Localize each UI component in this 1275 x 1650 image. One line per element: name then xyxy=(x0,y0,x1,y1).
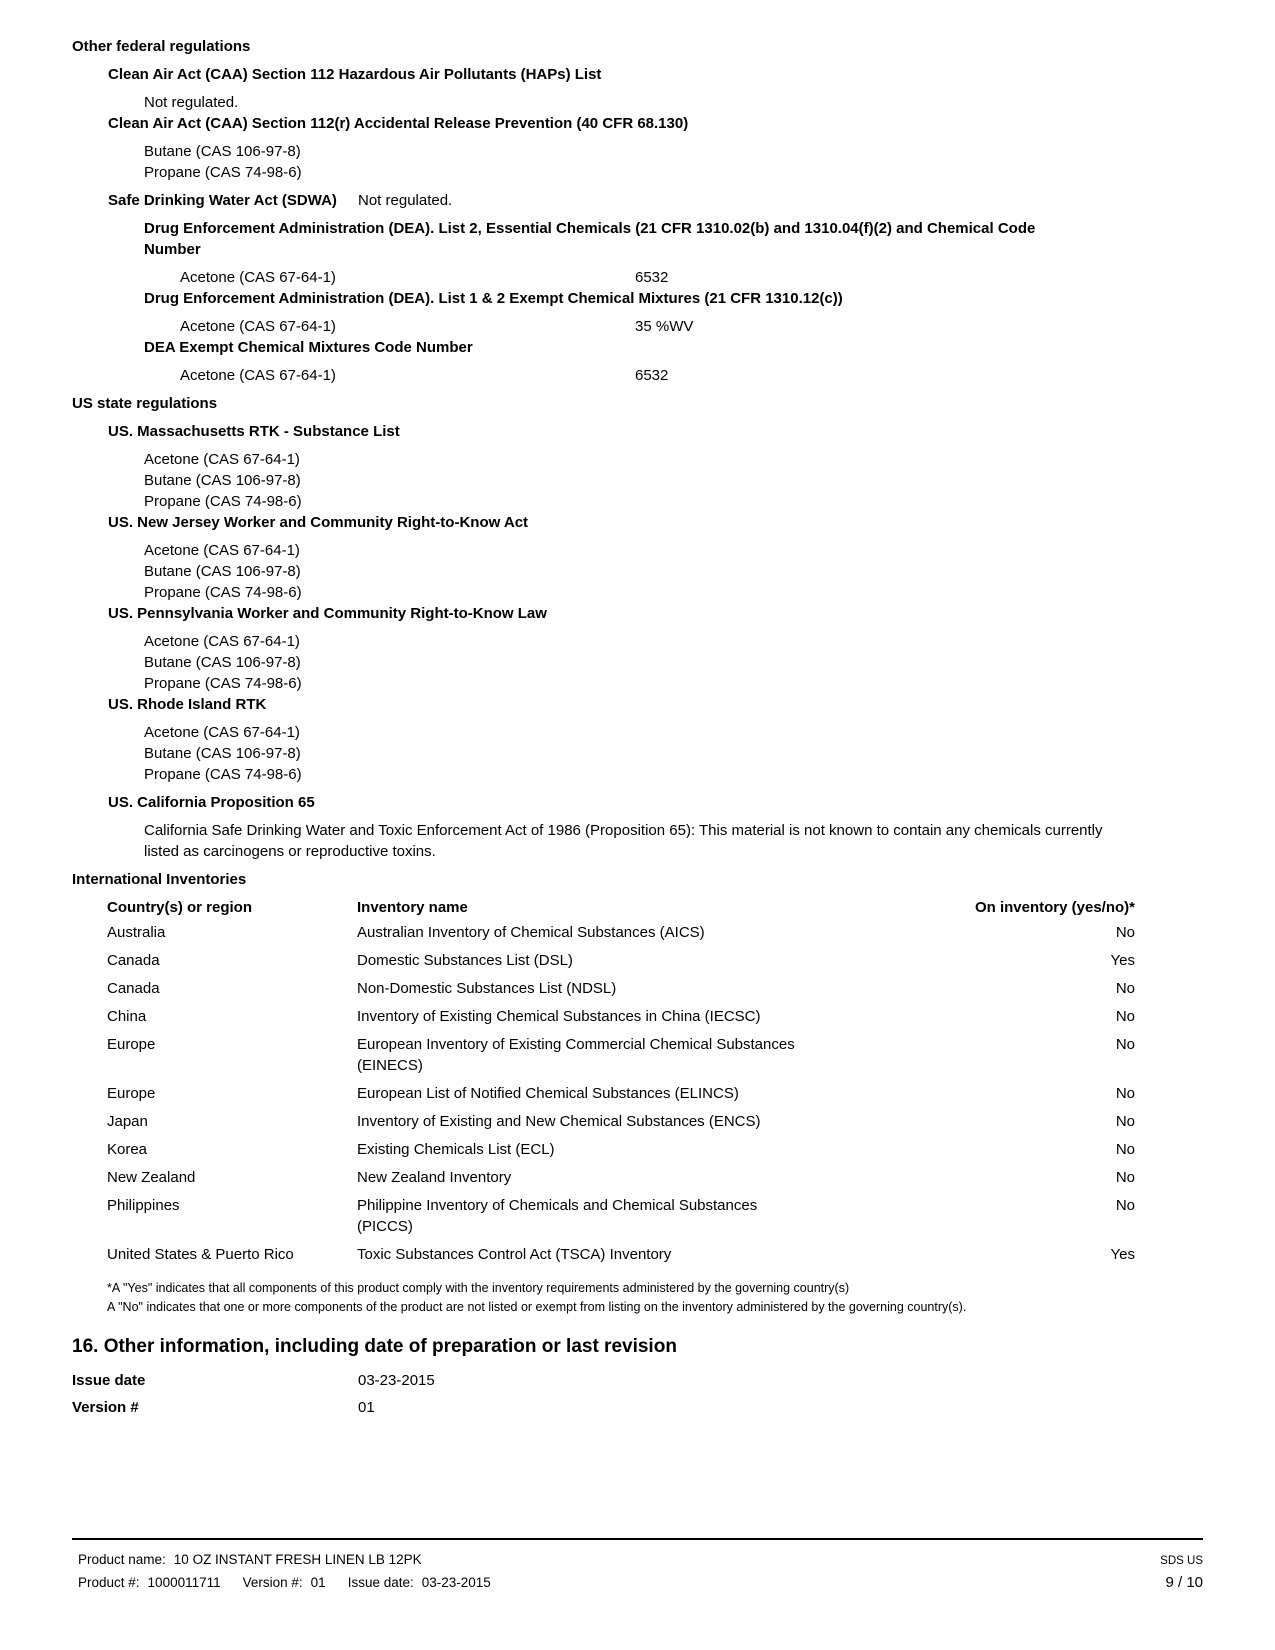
footer-version-label: Version #: xyxy=(242,1575,303,1590)
country-cell: Canada xyxy=(107,952,160,969)
page-footer xyxy=(72,1538,1203,1594)
dea-list2-row xyxy=(180,267,1203,288)
chemical-item: Propane (CAS 74-98-6) xyxy=(144,164,302,181)
inventory-name-cell: Toxic Substances Control Act (TSCA) Inventory xyxy=(357,1246,672,1263)
chemical-item: Butane (CAS 106-97-8) xyxy=(144,654,301,671)
state-list-heading-rhode-island: US. Rhode Island RTK xyxy=(108,696,267,713)
status-cell: No xyxy=(1115,924,1135,941)
product-name-label: Product name: xyxy=(78,1552,166,1567)
product-number-value: 1000011711 xyxy=(147,1575,221,1590)
footer-issue-date-value: 03-23-2015 xyxy=(421,1575,491,1590)
chemical-item: Acetone (CAS 67-64-1) xyxy=(144,724,300,741)
sdwa-value: Not regulated. xyxy=(358,192,453,209)
table-row xyxy=(107,1034,1135,1076)
status-cell: No xyxy=(1115,1169,1135,1186)
country-cell: Korea xyxy=(107,1141,148,1158)
dea-code-number-heading: DEA Exempt Chemical Mixtures Code Number xyxy=(144,339,473,356)
country-cell: New Zealand xyxy=(107,1169,196,1186)
chemical-item: Propane (CAS 74-98-6) xyxy=(144,675,302,692)
inventory-name-cell: Inventory of Existing and New Chemical Substances (ENCS) xyxy=(357,1113,761,1130)
country-cell: Australia xyxy=(107,924,166,941)
inventory-table xyxy=(107,897,1135,1265)
dea-exempt-row xyxy=(180,316,1203,337)
status-cell: Yes xyxy=(1110,952,1135,969)
status-cell: No xyxy=(1115,1085,1135,1102)
status-cell: No xyxy=(1115,980,1135,997)
chemical-item: Acetone (CAS 67-64-1) xyxy=(144,542,300,559)
caa-haps-heading: Clean Air Act (CAA) Section 112 Hazardous Air Pollutants (HAPs) List xyxy=(108,66,602,83)
issue-date-row xyxy=(72,1370,1203,1391)
footer-version-value: 01 xyxy=(310,1575,326,1590)
country-cell: Philippines xyxy=(107,1197,180,1214)
chemical-item: Butane (CAS 106-97-8) xyxy=(144,563,301,580)
chemical-item: Propane (CAS 74-98-6) xyxy=(144,584,302,601)
chemical-item: Acetone (CAS 67-64-1) xyxy=(180,367,336,384)
issue-date-value: 03-23-2015 xyxy=(358,1372,435,1389)
other-federal-regulations-heading: Other federal regulations xyxy=(72,38,251,55)
international-inventories-heading: International Inventories xyxy=(72,871,247,888)
chemical-item: Butane (CAS 106-97-8) xyxy=(144,745,301,762)
table-row xyxy=(107,922,1135,943)
state-list-heading-new-jersey: US. New Jersey Worker and Community Right-to-Know Act xyxy=(108,514,529,531)
chemical-item: Acetone (CAS 67-64-1) xyxy=(180,269,336,286)
column-header-on-inventory: On inventory (yes/no)* xyxy=(974,899,1135,916)
issue-date-label: Issue date xyxy=(72,1372,146,1389)
chemical-item: Acetone (CAS 67-64-1) xyxy=(144,633,300,650)
chemical-item: Butane (CAS 106-97-8) xyxy=(144,472,301,489)
country-cell: Europe xyxy=(107,1036,156,1053)
status-cell: No xyxy=(1115,1036,1135,1053)
table-row xyxy=(107,1006,1135,1027)
country-cell: China xyxy=(107,1008,147,1025)
footnote-yes-text: *A "Yes" indicates that all components of this product comply with the inventory requirements administered by the governing country(s) xyxy=(107,1281,850,1295)
inventory-name-cell: European List of Notified Chemical Substances (ELINCS) xyxy=(357,1085,739,1102)
chemical-item: Propane (CAS 74-98-6) xyxy=(144,493,302,510)
chemical-code-value: 6532 xyxy=(635,269,669,286)
table-row xyxy=(107,1244,1135,1265)
state-list-heading-massachusetts: US. Massachusetts RTK - Substance List xyxy=(108,423,400,440)
dea-code-row xyxy=(180,365,1203,386)
table-row xyxy=(107,1083,1135,1104)
us-state-regulations-heading: US state regulations xyxy=(72,395,218,412)
version-value: 01 xyxy=(358,1399,375,1416)
california-prop65-heading: US. California Proposition 65 xyxy=(108,794,315,811)
table-row xyxy=(107,1139,1135,1160)
dea-exempt-mixtures-heading: Drug Enforcement Administration (DEA). List 1 & 2 Exempt Chemical Mixtures (21 CFR 1310.12(c)) xyxy=(144,290,843,307)
inventory-name-cell: European Inventory of Existing Commercial Chemical Substances (EINECS) xyxy=(357,1036,795,1074)
chemical-item: Acetone (CAS 67-64-1) xyxy=(180,318,336,335)
inventory-table-header xyxy=(107,897,1135,918)
footer-product-meta xyxy=(78,1572,499,1594)
footer-row-product-meta xyxy=(72,1572,1203,1594)
status-cell: No xyxy=(1115,1008,1135,1025)
page-number: 9 / 10 xyxy=(1165,1574,1203,1591)
product-name-value: 10 OZ INSTANT FRESH LINEN LB 12PK xyxy=(173,1552,422,1567)
column-header-country: Country(s) or region xyxy=(107,899,252,916)
section-16-heading: 16. Other information, including date of preparation or last revision xyxy=(72,1336,677,1357)
sdwa-row xyxy=(108,190,1203,211)
status-cell: No xyxy=(1115,1197,1135,1214)
footnote-no-text: A "No" indicates that one or more components of the product are not listed or exempt from listing on the inventory administered by the governing country(s). xyxy=(107,1299,967,1314)
sds-region-label: SDS US xyxy=(1160,1555,1203,1567)
table-row xyxy=(107,1167,1135,1188)
footer-issue-date-label: Issue date: xyxy=(347,1575,414,1590)
country-cell: Europe xyxy=(107,1085,156,1102)
country-cell: Japan xyxy=(107,1113,148,1130)
status-cell: Yes xyxy=(1110,1246,1135,1263)
status-cell: No xyxy=(1115,1141,1135,1158)
chemical-item: Propane (CAS 74-98-6) xyxy=(144,766,302,783)
country-cell: United States & Puerto Rico xyxy=(107,1246,294,1263)
footer-row-product-name xyxy=(72,1549,1203,1572)
table-row xyxy=(107,978,1135,999)
status-cell: No xyxy=(1115,1113,1135,1130)
table-row xyxy=(107,1111,1135,1132)
chemical-concentration-value: 35 %WV xyxy=(635,318,694,335)
footer-product-name xyxy=(78,1549,430,1571)
table-row xyxy=(107,950,1135,971)
inventory-name-cell: Existing Chemicals List (ECL) xyxy=(357,1141,555,1158)
caa-haps-value: Not regulated. xyxy=(144,94,239,111)
inventory-name-cell: Australian Inventory of Chemical Substances (AICS) xyxy=(357,924,705,941)
country-cell: Canada xyxy=(107,980,160,997)
inventory-name-cell: Philippine Inventory of Chemicals and Chemical Substances (PICCS) xyxy=(357,1197,758,1235)
chemical-item: Acetone (CAS 67-64-1) xyxy=(144,451,300,468)
table-row xyxy=(107,1195,1135,1237)
inventory-name-cell: New Zealand Inventory xyxy=(357,1169,512,1186)
caa-arp-heading: Clean Air Act (CAA) Section 112(r) Accidental Release Prevention (40 CFR 68.130) xyxy=(108,115,689,132)
california-prop65-text: California Safe Drinking Water and Toxic Enforcement Act of 1986 (Proposition 65): This material is not known to contain any chemicals currently listed as carcinogens or reproductive toxins. xyxy=(144,822,1103,860)
state-list-heading-pennsylvania: US. Pennsylvania Worker and Community Right-to-Know Law xyxy=(108,605,547,622)
inventory-name-cell: Non-Domestic Substances List (NDSL) xyxy=(357,980,617,997)
inventory-footnote xyxy=(107,1279,1122,1316)
sdwa-label: Safe Drinking Water Act (SDWA) xyxy=(108,192,337,209)
chemical-code-value: 6532 xyxy=(635,367,669,384)
version-row xyxy=(72,1397,1203,1418)
chemical-item: Butane (CAS 106-97-8) xyxy=(144,143,301,160)
dea-list2-heading: Drug Enforcement Administration (DEA). List 2, Essential Chemicals (21 CFR 1310.02(b) and 1310.04(f)(2) and Chemical Code Number xyxy=(144,220,1036,258)
inventory-name-cell: Inventory of Existing Chemical Substances in China (IECSC) xyxy=(357,1008,761,1025)
inventory-name-cell: Domestic Substances List (DSL) xyxy=(357,952,573,969)
version-label: Version # xyxy=(72,1399,139,1416)
column-header-inventory-name: Inventory name xyxy=(357,899,468,916)
product-number-label: Product #: xyxy=(78,1575,140,1590)
